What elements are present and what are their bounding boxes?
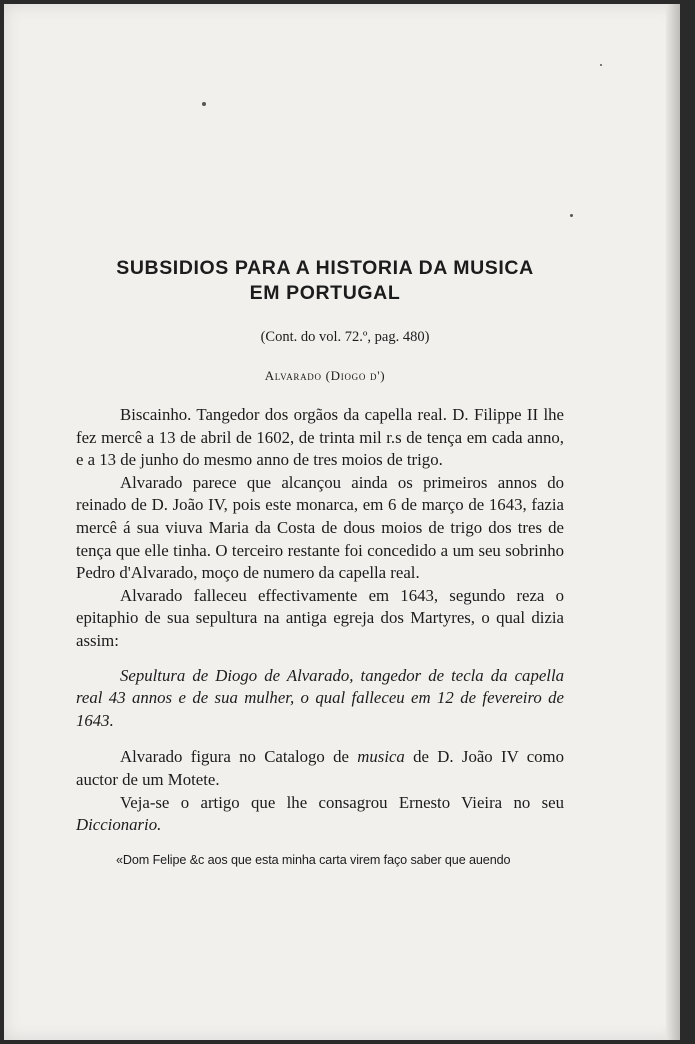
- paragraph-2: Alvarado parece que alcançou ainda os primeiros annos do reinado de D. João IV, pois este monarca, em 6 de março de 1643, fazia mercê á sua viuva Maria da Costa de dous moios de trigo dos tres de tença que elle tinha. O terceiro restante foi concedido a um seu sobrinho Pedro d'Alvarado, moço de numero da capella real.: [76, 472, 564, 583]
- paragraph-5: [76, 792, 564, 837]
- ink-speck: [570, 214, 573, 217]
- epitaph-quote: Sepultura de Diogo de Alvarado, tangedor de tecla da capella real 43 annos e de sua mulher, o qual falleceu em 12 de fevereiro de 1643.: [76, 665, 564, 730]
- book-page: [4, 4, 680, 1040]
- paragraph-3: Alvarado falleceu effectivamente em 1643, segundo reza o epitaphio de sua sepultura na antiga egreja dos Martyres, o qual dizia assim:: [76, 585, 564, 650]
- article-title-line1: SUBSIDIOS PARA A HISTORIA DA MUSICA: [116, 257, 534, 279]
- continuation-note: (Cont. do vol. 72.º, pag. 480): [260, 329, 430, 345]
- ink-speck: [202, 102, 206, 106]
- page-edge-shadow: [666, 4, 680, 1040]
- paragraph-5-text: Veja-se o artigo que lhe consagrou Ernesto Vieira no seu: [120, 792, 564, 812]
- document-excerpt: «Dom Felipe &c aos que esta minha carta virem faço saber que auendo: [116, 852, 511, 867]
- paragraph-1: Biscainho. Tangedor dos orgãos da capella real. D. Filippe II lhe fez mercê a 13 de abril de 1602, de trinta mil r.s de tença em cada anno, e a 13 de junho do mesmo anno de tres moios de trigo.: [76, 405, 564, 470]
- section-heading: Alvarado (Diogo d'): [264, 368, 386, 383]
- paragraph-4-italic: musica: [357, 747, 405, 767]
- article: [76, 256, 564, 867]
- paragraph-4-text-a: Alvarado figura no Catalogo de: [120, 747, 358, 767]
- article-title-line2: EM PORTUGAL: [249, 282, 401, 304]
- paragraph-4: [76, 746, 564, 791]
- paragraph-4-text-b: de D. João IV como auctor de um Motete.: [76, 747, 564, 789]
- paragraph-5-italic: Diccionario.: [76, 815, 162, 835]
- article-title: [76, 256, 564, 306]
- ink-speck: [600, 64, 602, 66]
